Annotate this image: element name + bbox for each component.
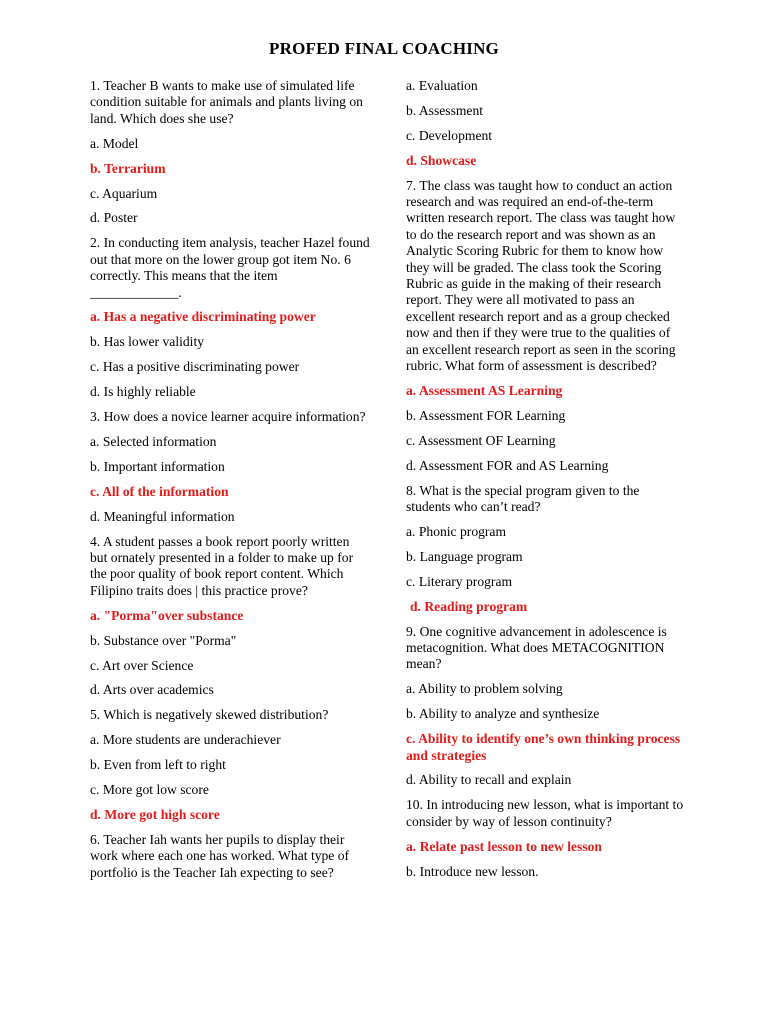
left-column	[90, 78, 370, 890]
answer-option: b. Ability to analyze and synthesize	[406, 706, 600, 722]
answer-option: a. Ability to problem solving	[406, 681, 563, 697]
question-text: 2. In conducting item analysis, teacher Hazel found out that more on the lower group got item No. 6 correctly. This means that the item _____________.	[90, 235, 370, 300]
answer-option: a. Selected information	[90, 434, 217, 449]
question-text: 10. In introducing new lesson, what is important to consider by way of lesson continuity?	[406, 797, 684, 829]
answer-option: d. Is highly reliable	[90, 384, 196, 400]
answer-option: d. Meaningful information	[90, 508, 235, 524]
answer-option: c. Art over Science	[90, 657, 194, 673]
correct-answer-option: a. "Porma"over substance	[90, 607, 244, 623]
question-text: 7. The class was taught how to conduct an action research and was required an end-of-the-term written research report. The class was taught how to do the research report and was shown as an Analytic Scoring Rubric for them to know how they will be graded. The class took the Scoring Rubric as guide in the making of their research report. They were all motivated to pass an excellent research report and as a group checked now and then if they were true to the qualities of an excellent research report as seen in the scoring rubric. What form of assessment is described?	[406, 177, 676, 374]
correct-answer-option: a. Has a negative discriminating power	[90, 309, 316, 325]
answer-option: d. Arts over academics	[90, 682, 214, 698]
answer-option: c. Aquarium	[90, 185, 158, 201]
answer-option: b. Important information	[90, 458, 225, 474]
answer-option: a. Evaluation	[406, 78, 478, 93]
answer-option: b. Introduce new lesson.	[406, 863, 539, 879]
question-text: 3. How does a novice learner acquire information?	[90, 409, 366, 425]
answer-option: d. Assessment FOR and AS Learning	[406, 457, 609, 473]
answer-option: b. Assessment	[406, 102, 484, 118]
answer-option: d. Poster	[90, 210, 138, 226]
right-column	[406, 78, 684, 888]
answer-option: c. Assessment OF Learning	[406, 432, 556, 448]
answer-option: b. Has lower validity	[90, 334, 205, 350]
answer-option: c. Literary program	[406, 573, 513, 589]
answer-option: b. Language program	[406, 548, 523, 564]
correct-answer-option: b. Terrarium	[90, 160, 166, 176]
correct-answer-option: c. All of the information	[90, 483, 229, 499]
correct-answer-option: c. Ability to identify one’s own thinking process and strategies	[406, 731, 681, 763]
correct-answer-option: d. Showcase	[406, 152, 477, 168]
page-title: PROFED FINAL COACHING	[269, 39, 499, 58]
answer-option: c. Has a positive discriminating power	[90, 359, 300, 375]
answer-option: b. Substance over "Porma"	[90, 632, 237, 648]
correct-answer-option: d. Reading program	[410, 598, 528, 614]
question-text: 8. What is the special program given to the students who can’t read?	[406, 482, 640, 515]
answer-option: a. More students are underachiever	[90, 732, 281, 748]
answer-option: b. Even from left to right	[90, 757, 226, 773]
question-text: 5. Which is negatively skewed distribution?	[90, 707, 329, 723]
question-text: 1. Teacher B wants to make use of simulated life condition suitable for animals and plants living on land. Which does she use?	[90, 78, 363, 126]
question-text: 9. One cognitive advancement in adolescence is metacognition. What does METACOGNITION mean?	[406, 623, 667, 672]
answer-option: a. Model	[90, 135, 139, 151]
answer-option: c. Development	[406, 127, 493, 143]
correct-answer-option: a. Relate past lesson to new lesson	[406, 838, 602, 854]
answer-option: a. Phonic program	[406, 523, 507, 539]
answer-option: b. Assessment FOR Learning	[406, 407, 566, 423]
correct-answer-option: d. More got high score	[90, 807, 220, 822]
answer-option: d. Ability to recall and explain	[406, 772, 572, 788]
question-text: 4. A student passes a book report poorly written but ornately presented in a folder to make up for the poor quality of book report content. Which Filipino traits does | this practice prove?	[90, 533, 354, 598]
answer-option: c. More got low score	[90, 782, 209, 798]
question-text: 6. Teacher Iah wants her pupils to display their work where each one has worked. What type of portfolio is the Teacher Iah expecting to see?	[90, 831, 350, 880]
correct-answer-option: a. Assessment AS Learning	[406, 383, 563, 398]
